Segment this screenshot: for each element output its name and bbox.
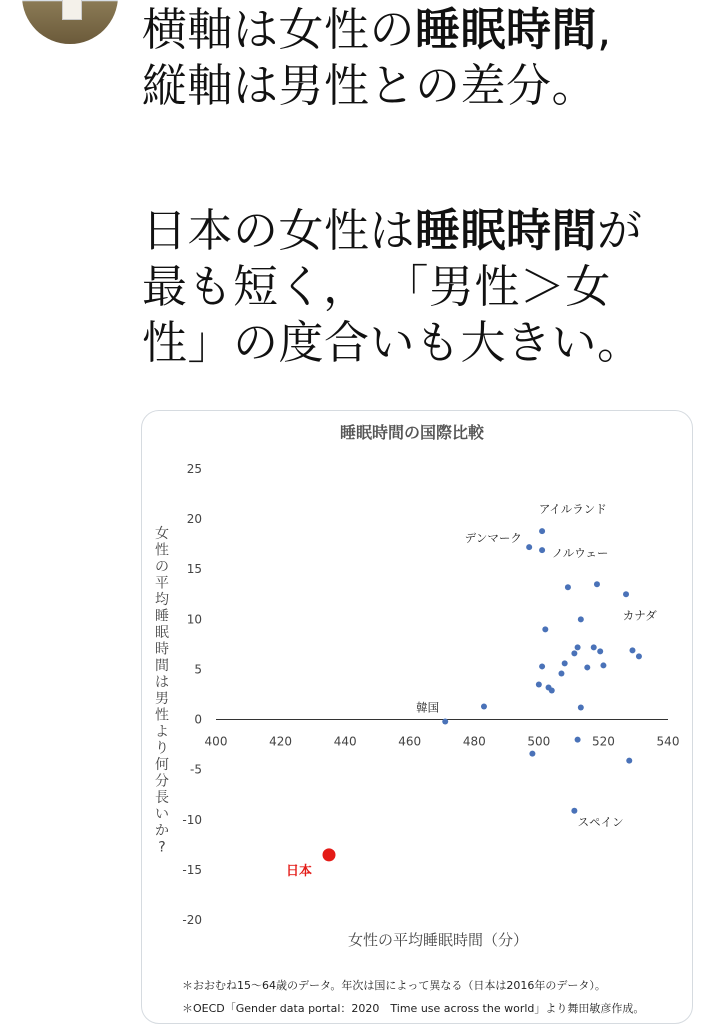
tweet-line: 縦軸は男性との差分。 [142, 59, 598, 112]
data-point [565, 584, 571, 590]
axes [182, 462, 679, 927]
y-axis-label-char: 眠 [155, 625, 169, 641]
y-tick-label: -20 [182, 913, 202, 927]
tweet-bold-text: 睡眠時間 [415, 204, 598, 257]
data-point [536, 681, 542, 687]
tweet-line: 最も短く， 「男性＞女 [142, 260, 611, 313]
y-axis-label-char: い [155, 806, 169, 823]
tweet-text: が [597, 204, 643, 257]
data-point [623, 591, 629, 597]
x-tick-label: 520 [591, 734, 615, 749]
y-tick-label: 20 [186, 512, 202, 527]
country-label: アイルランド [538, 502, 607, 517]
x-tick-label: 480 [462, 734, 486, 749]
x-tick-label: 540 [656, 734, 680, 749]
japan-label: 日本 [286, 863, 313, 879]
data-point [529, 751, 535, 757]
y-axis-label-char: 性 [155, 542, 169, 559]
tweet-text: 横軸は女性の [142, 3, 416, 56]
country-label: スペイン [577, 814, 624, 829]
y-axis-label [155, 526, 169, 856]
avatar-lighthouse-image [62, 0, 82, 20]
data-point [575, 737, 581, 743]
y-axis-label-char: 間 [155, 658, 169, 674]
data-point [562, 660, 568, 666]
data-point [481, 704, 487, 710]
y-axis-label-char: は [155, 674, 169, 691]
y-axis-label-char: よ [155, 724, 169, 740]
data-point [539, 528, 545, 534]
data-point [597, 648, 603, 654]
y-tick-label: -10 [182, 812, 202, 827]
y-tick-label: 10 [186, 612, 202, 627]
tweet-paragraph-1 [142, 2, 702, 114]
data-point [549, 687, 555, 693]
y-tick-label: 15 [186, 562, 202, 577]
japan-point [323, 848, 336, 861]
y-tick-label: 0 [194, 712, 202, 727]
data-point [539, 663, 545, 669]
data-point [578, 705, 584, 711]
y-axis-label-char: の [155, 559, 169, 575]
chart-marks [286, 502, 657, 879]
x-tick-label: 440 [333, 734, 357, 749]
data-point [558, 670, 564, 676]
x-tick-label: 460 [398, 734, 422, 749]
tweet-paragraph-2 [142, 203, 702, 371]
chart-image-card[interactable] [141, 410, 693, 1024]
tweet-line: 性」の度合いも大きい。 [142, 316, 643, 369]
data-point [626, 758, 632, 764]
data-point [594, 581, 600, 587]
data-point [526, 544, 532, 550]
data-point [584, 664, 590, 670]
tweet-text: 日本の女性は [142, 204, 416, 257]
y-axis-label-char: か [155, 823, 169, 839]
tweet-bold-text: 睡眠時間 [415, 3, 598, 56]
tweet-text: , [597, 3, 612, 56]
y-axis-label-char: 性 [155, 707, 169, 724]
x-axis-label: 女性の平均睡眠時間（分） [347, 931, 529, 949]
data-point [578, 616, 584, 622]
y-axis-label-char: 睡 [155, 608, 169, 625]
data-point [542, 626, 548, 632]
y-axis-label-char: 平 [155, 575, 169, 592]
country-label: 韓国 [416, 700, 440, 715]
x-tick-label: 500 [527, 734, 551, 749]
data-point [539, 547, 545, 553]
y-axis-label-char: 男 [155, 691, 169, 707]
y-axis-label-char: 時 [155, 641, 169, 658]
data-point [575, 644, 581, 650]
data-point [591, 644, 597, 650]
data-point [571, 808, 577, 814]
x-tick-label: 400 [204, 734, 228, 749]
y-axis-label-char: 女 [155, 526, 169, 542]
country-label: ノルウェー [551, 546, 609, 561]
tweet-line [142, 203, 702, 259]
tweet-line [142, 2, 702, 58]
avatar[interactable] [22, 0, 118, 44]
chart-title: 睡眠時間の国際比較 [339, 423, 485, 442]
footnote-1: ＊おおむね15～64歳のデータ。年次は国によって異なる（日本は2016年のデータ）。 [182, 979, 606, 992]
y-axis-label-char: 分 [155, 773, 169, 790]
data-point [600, 662, 606, 668]
y-axis-label-char: 長 [155, 790, 169, 806]
data-point [636, 653, 642, 659]
country-label: カナダ [622, 608, 657, 623]
y-axis-label-char: ? [158, 839, 166, 856]
data-point [629, 647, 635, 653]
x-tick-label: 420 [269, 734, 293, 749]
footnote-2: ＊OECD「Gender data portal：2020 Time use across the world」より舞田敏彦作成。 [182, 1002, 645, 1015]
y-axis-label-char: 何 [155, 757, 169, 773]
y-tick-label: 25 [186, 462, 202, 476]
y-tick-label: -5 [190, 762, 202, 777]
y-axis-label-char: り [155, 740, 169, 757]
data-point [442, 719, 448, 725]
y-tick-label: 5 [194, 662, 202, 677]
data-point [571, 650, 577, 656]
y-axis-label-char: 均 [155, 592, 169, 608]
y-tick-label: -15 [182, 862, 202, 877]
scatter-chart [142, 411, 692, 1023]
country-label: デンマーク [464, 531, 522, 546]
